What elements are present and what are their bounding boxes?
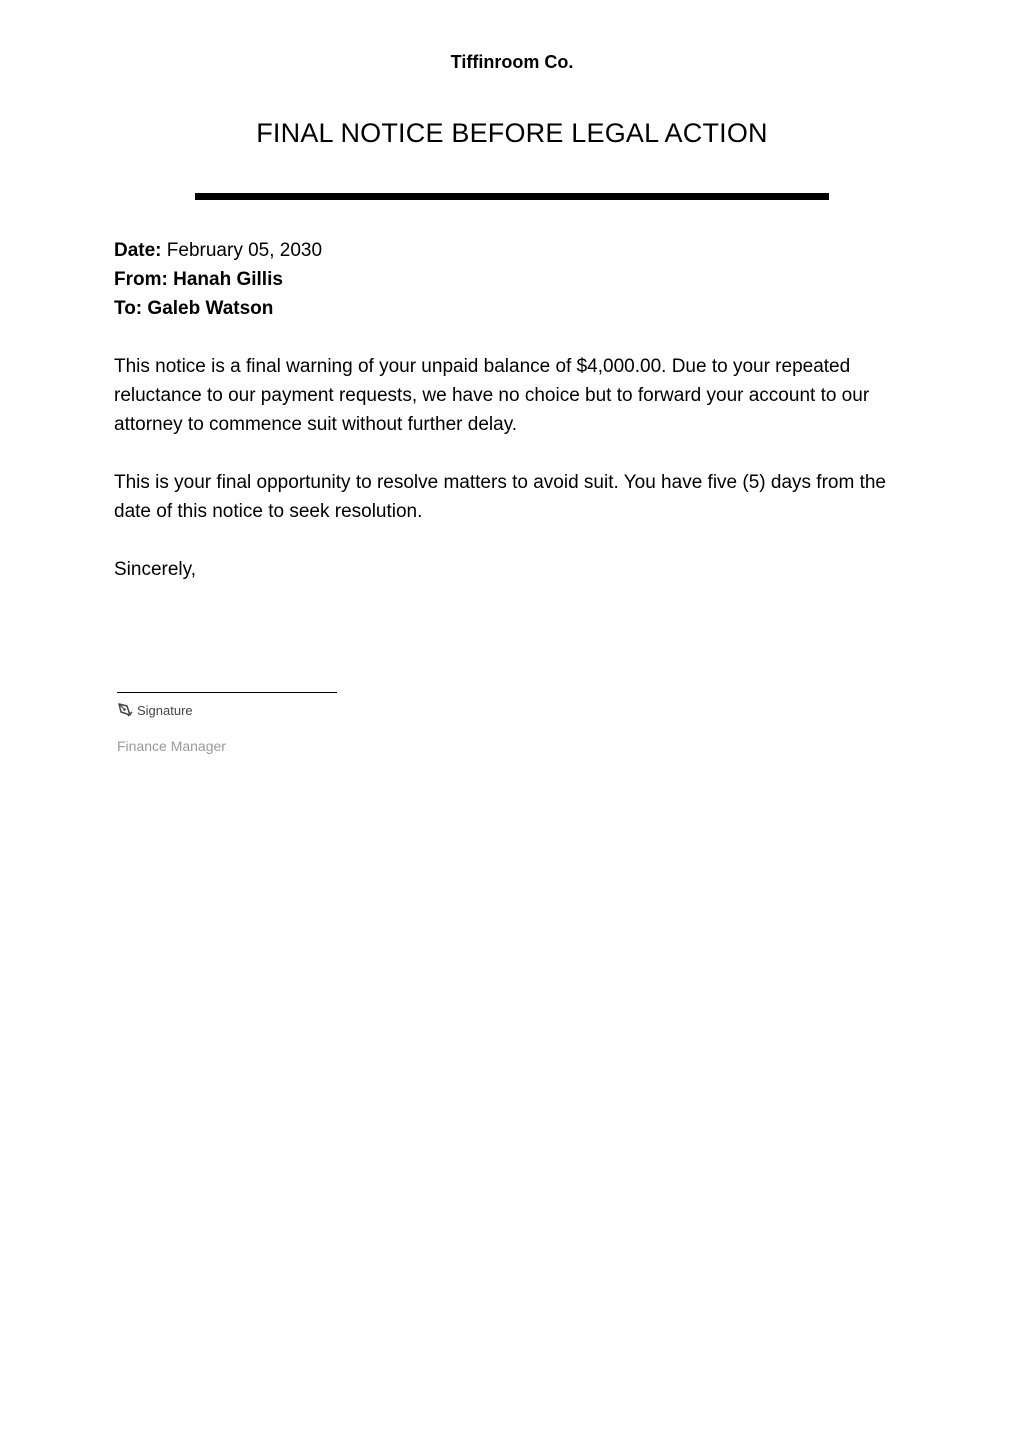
letter-content (114, 236, 914, 584)
closing-text: Sincerely, (114, 559, 197, 580)
signature-label: Signature (137, 702, 193, 718)
title-divider (195, 193, 829, 200)
signature-field[interactable] (117, 702, 193, 718)
date-label: Date: (114, 240, 162, 261)
body-paragraph-2: This is your final opportunity to resolve matters to avoid suit. You have five (5) days from the date of this notice to seek resolution. (114, 472, 886, 522)
company-name: Tiffinroom Co. (450, 52, 574, 72)
to-line (114, 294, 914, 323)
signer-role: Finance Manager (117, 738, 226, 754)
body-paragraph-1: This notice is a final warning of your unpaid balance of $4,000.00. Due to your repeated reluctance to our payment requests, we have no choice but to forward your account to our attorney to commence suit without further delay. (114, 356, 870, 435)
date-value: February 05, 2030 (166, 240, 323, 261)
signature-line (117, 692, 337, 693)
from-label: From: (114, 269, 168, 290)
to-value: Galeb Watson (147, 298, 274, 319)
from-value: Hanah Gillis (173, 269, 283, 290)
date-line (114, 236, 914, 265)
to-label: To: (114, 298, 143, 319)
pen-nib-icon (117, 702, 133, 718)
from-line (114, 265, 914, 294)
document-title: FINAL NOTICE BEFORE LEGAL ACTION (256, 118, 768, 148)
